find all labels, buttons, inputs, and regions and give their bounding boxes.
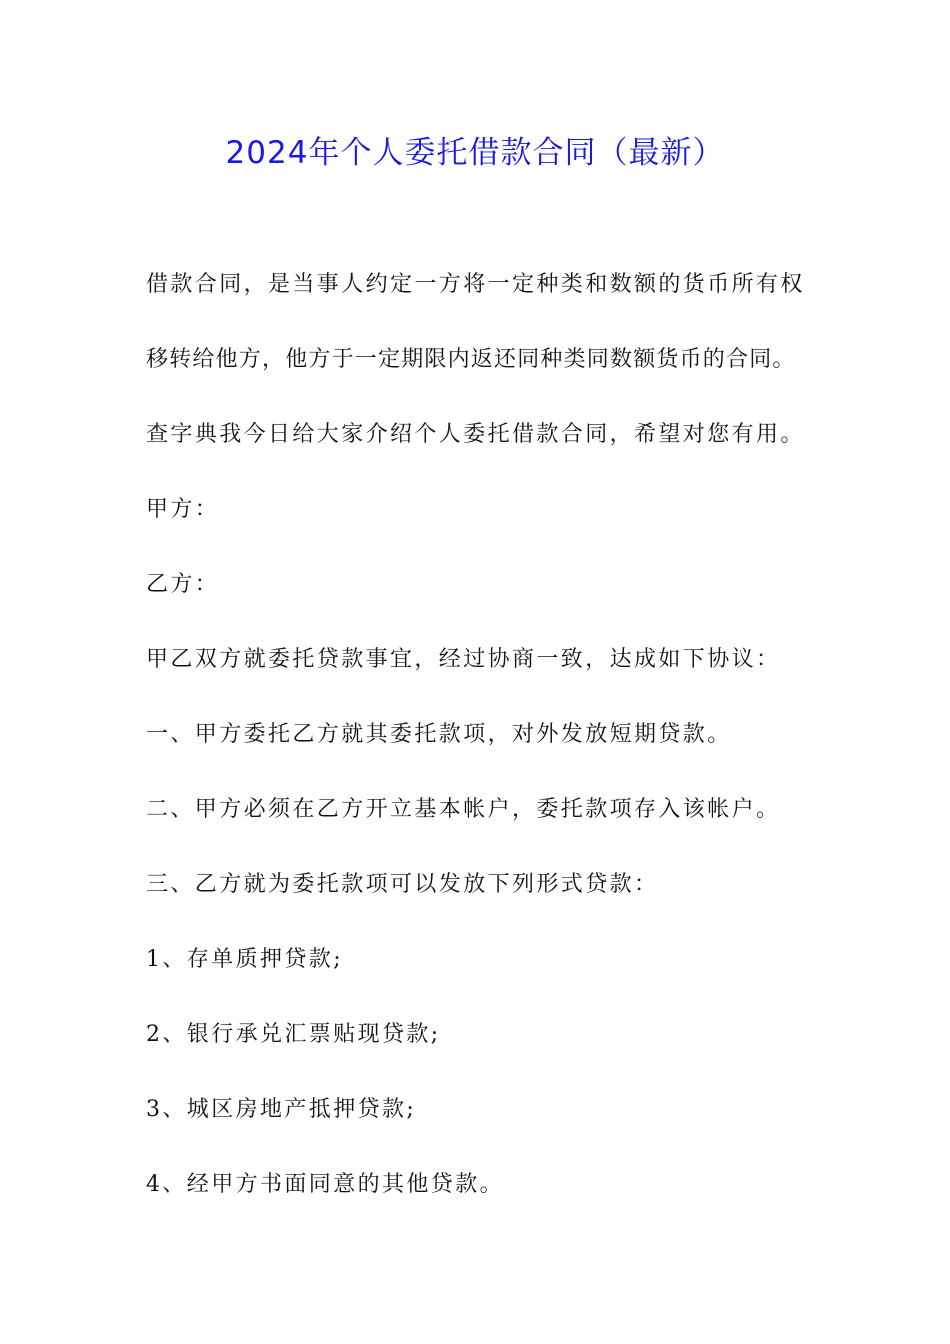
loan-type-3: 3、城区房地产抵押贷款; — [146, 1097, 417, 1122]
document-title: 2024年个人委托借款合同（最新） — [225, 135, 725, 171]
document-body — [146, 263, 866, 1238]
party-b-label: 乙方： — [146, 572, 220, 597]
loan-type-1: 1、存单质押贷款; — [146, 947, 344, 972]
paragraph-introduction: 查字典我今日给大家介绍个人委托借款合同，希望对您有用。 — [146, 422, 805, 447]
paragraph-definition-line-2: 移转给他方，他方于一定期限内返还同种类同数额货币的合同。 — [146, 347, 796, 372]
paragraph-definition-line-1: 借款合同，是当事人约定一方将一定种类和数额的货币所有权 — [146, 272, 805, 297]
paragraph-agreement-intro: 甲乙双方就委托贷款事宜，经过协商一致，达成如下协议： — [146, 647, 781, 672]
clause-3: 三、乙方就为委托款项可以发放下列形式贷款： — [146, 872, 659, 897]
clause-1: 一、甲方委托乙方就其委托款项，对外发放短期贷款。 — [146, 722, 732, 747]
clause-2: 二、甲方必须在乙方开立基本帐户，委托款项存入该帐户。 — [146, 797, 781, 822]
party-a-label: 甲方： — [146, 497, 220, 522]
loan-type-4: 4、经甲方书面同意的其他贷款。 — [146, 1172, 504, 1197]
loan-type-2: 2、银行承兑汇票贴现贷款; — [146, 1022, 441, 1047]
